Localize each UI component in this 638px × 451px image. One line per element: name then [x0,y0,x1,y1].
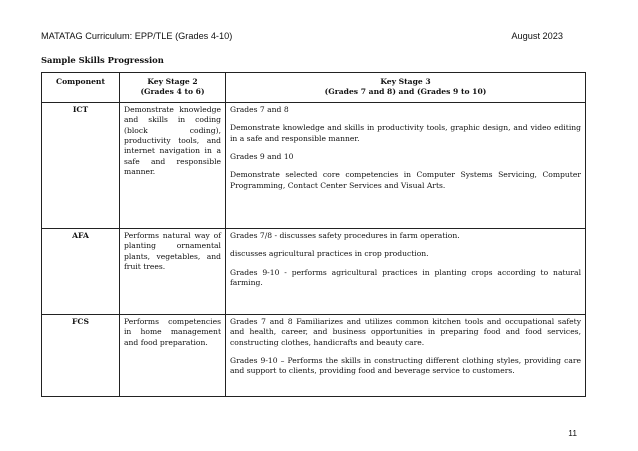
table-header-row [42,73,586,103]
table-row-fcs [42,314,586,396]
header-key-stage-2 [120,73,226,103]
ks3-cell [226,314,586,396]
header-ks3-subtitle: (Grades 7 and 8) and (Grades 9 to 10) [324,87,487,97]
ks3-paragraph: Grades 7/8 - discusses safety procedures in farm operation. [230,230,460,240]
ks3-paragraph: Demonstrate selected core competencies in Computer Systems Servicing, Computer Programming, Contact Center Services and Visual Arts. [230,170,581,190]
header-ks3-title: Key Stage 3 [380,77,431,86]
section-title: Sample Skills Progression [41,55,164,65]
ks2-cell: Performs natural way of planting ornamental plants, vegetables, and fruit trees. [120,228,226,314]
ks3-paragraph: discusses agricultural practices in crop production. [230,249,429,259]
header-key-stage-3 [226,73,586,103]
ks3-paragraph: Demonstrate knowledge and skills in productivity tools, graphic design, and video editing in a safe and responsible manner. [230,123,581,143]
component-cell: AFA [42,228,120,314]
document-header-date: August 2023 [511,31,563,41]
ks3-paragraph: Grades 7 and 8 [230,104,289,114]
table-row-afa [42,228,586,314]
table-row-ict [42,102,586,228]
skills-progression-table [41,72,586,397]
page-number: 11 [568,428,577,438]
header-ks2-subtitle: (Grades 4 to 6) [140,87,205,97]
ks3-paragraph: Grades 9-10 - performs agricultural practices in planting crops according to natural farming. [230,267,581,288]
header-component: Component [42,73,120,103]
header-ks2-title: Key Stage 2 [147,77,198,86]
ks3-cell [226,102,586,228]
ks3-paragraph: Grades 9 and 10 [230,152,294,162]
ks2-cell: Performs competencies in home management and food preparation. [120,314,226,396]
ks3-cell [226,228,586,314]
ks3-paragraph: Grades 7 and 8 Familiarizes and utilizes common kitchen tools and occupational safety and health, career, and business opportunities in preparing food and food services, constructing clothes, handicrafts and beauty care. [230,316,581,347]
ks2-cell: Demonstrate knowledge and skills in coding (block coding), productivity tools, and internet navigation in a safe and responsible manner. [120,102,226,228]
ks3-paragraph: Grades 9-10 – Performs the skills in constructing different clothing styles, providing care and support to clients, providing food and beverage service to customers. [230,356,581,376]
component-cell: ICT [42,102,120,228]
document-header-title: MATATAG Curriculum: EPP/TLE (Grades 4-10) [41,31,233,41]
component-cell: FCS [42,314,120,396]
